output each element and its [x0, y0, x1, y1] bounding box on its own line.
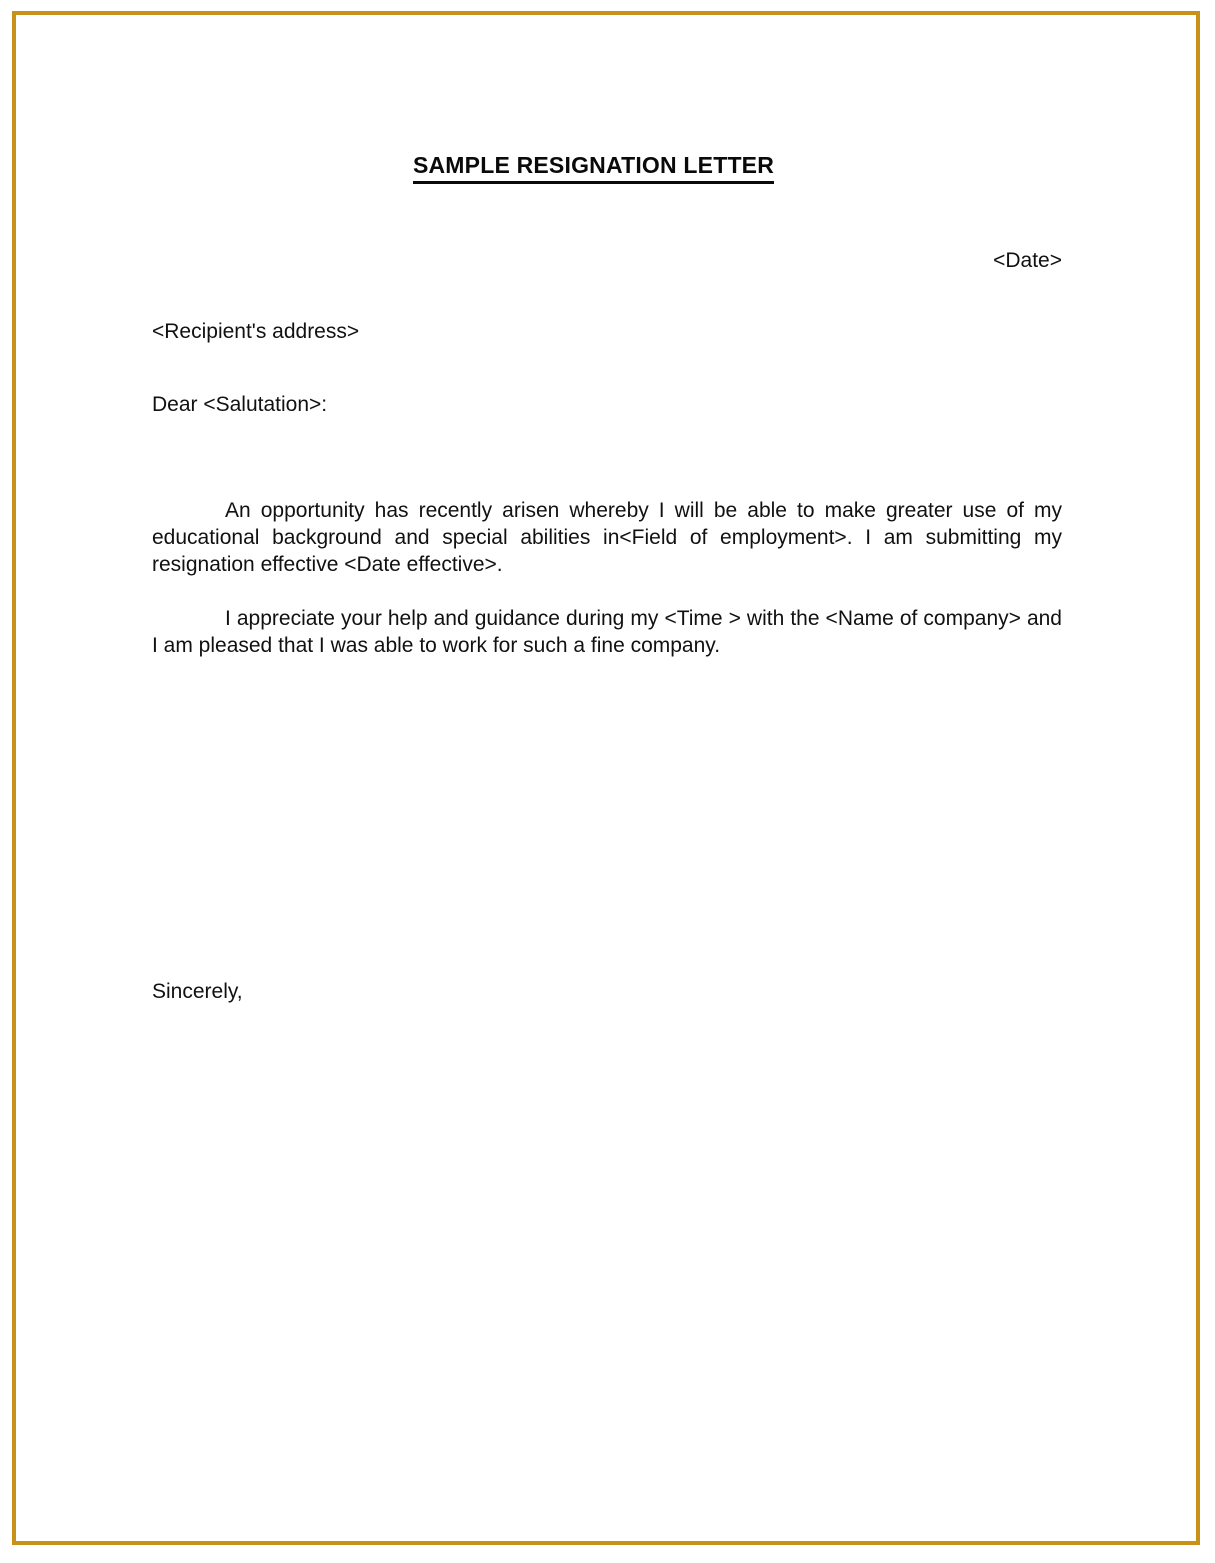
body-paragraph-1: An opportunity has recently arisen whereby I will be able to make greater use of my educational background and special abilities in<Field of employment>. I am submitting my resignation effective <Date effective>.: [152, 499, 1062, 576]
body-paragraph-2: I appreciate your help and guidance during my <Time > with the <Name of company> and I am pleased that I was able to work for such a fine company.: [152, 607, 1062, 657]
date-placeholder: <Date>: [993, 249, 1062, 272]
closing-line: Sincerely,: [152, 980, 243, 1003]
salutation-line: Dear <Salutation>:: [152, 393, 328, 416]
page-title: [0, 152, 1215, 184]
page-title-text: SAMPLE RESIGNATION LETTER: [413, 152, 774, 184]
recipient-address-placeholder: <Recipient's address>: [152, 320, 360, 343]
